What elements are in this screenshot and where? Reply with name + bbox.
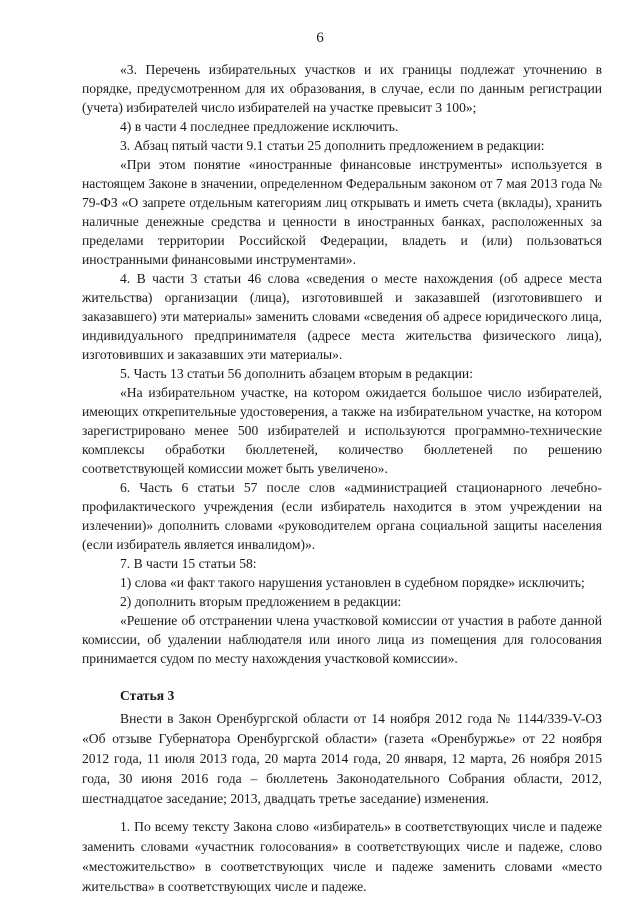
paragraph-amend-56: 5. Часть 13 статьи 56 дополнить абзацем вторым в редакции: <box>120 366 473 381</box>
paragraph-foreign-instruments: «При этом понятие «иностранные финансовые инструменты» используется в настоящем Законе в значении, определенном Федеральным законом от 7 мая 2013 года № 79-ФЗ «О запрете отдельным категориям лиц открывать и иметь счета (вклады), хранить наличные денежные средства и ценности в иностранных банках, расположенных за пределами территории Российской Федерации, владеть и (или) пользоваться иностранными финансовыми инструментами». <box>82 157 602 267</box>
paragraph-58-sub1: 1) слова «и факт такого нарушения установлен в судебном порядке» исключить; <box>120 575 585 590</box>
article-3-item1: 1. По всему тексту Закона слово «избиратель» в соответствующих числе и падеже заменить словами «участник голосования» в соответствующих числе и падеже, слово «местожительство» в соответствующих числе и падеже заменить словами «место жительства» в соответствующих числе и падеже. <box>82 819 602 894</box>
paragraph-amend-46: 4. В части 3 статьи 46 слова «сведения о месте нахождения (об адресе места жительства) организации (лица), изготовившей и заказавшей (изготовившего и заказавшего) эти материалы» заменить словами «сведения об адресе юридического лица, индивидуального предпринимателя (адресе места жительства физического лица), изготовивших и заказавших эти материалы». <box>82 271 602 362</box>
page-number: 6 <box>316 30 324 46</box>
paragraph-amend-57: 6. Часть 6 статьи 57 после слов «администрацией стационарного лечебно-профилактического учреждения (если избиратель находится в этом учреждении на излечении)» дополнить словами «руководителем органа социальной защиты населения (если избиратель является инвалидом)». <box>82 480 602 552</box>
paragraph-amend-25: 3. Абзац пятый части 9.1 статьи 25 дополнить предложением в редакции: <box>120 138 545 153</box>
paragraph-58-sub2: 2) дополнить вторым предложением в редакции: <box>120 594 402 609</box>
article-3-intro: Внести в Закон Оренбургской области от 14 ноября 2012 года № 1144/339-V-ОЗ «Об отзыве Губернатора Оренбургской области» (газета «Оренбуржье» от 22 ноября 2012 года, 11 июля 2013 года, 20 марта 2014 года, 20 января, 12 марта, 26 ноября 2015 года, 30 июня 2016 года – бюллетень Законодательного Собрания области, 2012, шестнадцатое заседание; 2013, двадцать третье заседание) изменения. <box>82 711 602 806</box>
paragraph-item3-close: «3. Перечень избирательных участков и их границы подлежат уточнению в порядке, предусмотренном для их образования, в случае, если по данным регистрации (учета) избирателей число избирателей на участке превысит 3 100»; <box>82 62 602 115</box>
paragraph-removal-decision: «Решение об отстранении члена участковой комиссии от участия в работе данной комиссии, об удалении наблюдателя или иного лица из помещения для голосования принимается судом по месту нахождения участковой комиссии». <box>82 613 602 666</box>
paragraph-ballots-increase: «На избирательном участке, на котором ожидается большое число избирателей, имеющих открепительные удостоверения, а также на избирательном участке, на котором зарегистрировано менее 500 избирателей и используются программно-технические комплексы обработки бюллетеней, количество бюллетеней по решению соответствующей комиссии может быть увеличено». <box>82 385 602 476</box>
article-3-heading: Статья 3 <box>120 688 175 703</box>
paragraph-amend-58: 7. В части 15 статьи 58: <box>120 556 257 571</box>
paragraph-part4-exclude: 4) в части 4 последнее предложение исключить. <box>120 119 399 134</box>
document-body <box>82 60 602 897</box>
